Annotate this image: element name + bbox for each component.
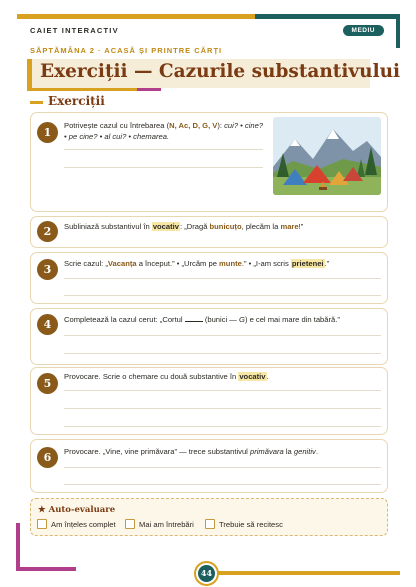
text-part: . [315,447,318,456]
text-part: : „Dragă [179,222,210,231]
exercise-number: 3 [37,259,58,280]
text-part: Completează la cazul cerut: „Cortul [64,315,185,324]
text-part: la [283,447,294,456]
title-underline-pink [137,88,161,91]
top-bar-teal [255,14,400,19]
case-list: N, Ac, D, G, V [169,121,218,130]
exercise-text [64,314,382,325]
keyword: munte [219,259,242,268]
title-underline-gold [27,88,137,91]
option-label: Mai am întrebări [139,519,194,529]
keyword: bunicuțo [209,222,242,231]
write-line[interactable] [64,467,381,468]
exercise-number: 6 [37,447,58,468]
checkbox[interactable] [205,519,215,529]
title-accent [27,59,32,88]
page-number: 44 [198,565,215,582]
self-assessment-box [30,498,388,536]
write-line[interactable] [64,426,381,427]
write-line[interactable] [64,484,381,485]
text-part: ) e cel mai mare din tabără.” [244,315,340,324]
exercise-card-1 [30,112,388,212]
exercise-number: 1 [37,122,58,143]
level-badge: MEDIU [343,25,384,36]
text-part: Provocare. „Vine, vine primăvara” — trece substantivul [64,447,250,456]
section-title: Exerciții [48,94,105,108]
self-assessment-option[interactable] [37,519,116,529]
exercise-number: 5 [37,373,58,394]
question-list: cui? • cine? • pe cine? • al cui? • chemarea. [64,121,264,141]
highlight-vocativ: vocativ [239,372,266,381]
write-line[interactable] [64,353,381,354]
write-line[interactable] [64,149,263,150]
text-part: Scrie cazul: „ [64,259,108,268]
write-line[interactable] [64,278,381,279]
option-label: Am înțeles complet [51,519,116,529]
exercise-card-3 [30,252,388,304]
write-line[interactable] [64,167,263,168]
checkbox[interactable] [37,519,47,529]
corner-accent-pink-bottom [16,567,76,571]
write-line[interactable] [64,390,381,391]
text-part: Potrivește cazul cu întrebarea ( [64,121,170,130]
text-part: , plecăm la [241,222,281,231]
keyword: Vacanța [107,259,137,268]
highlight-vocativ: vocativ [152,222,179,231]
fill-blank[interactable] [185,314,203,322]
exercise-text [64,221,382,232]
option-label: Trebuie să recitesc [219,519,283,529]
exercise-text [64,446,382,457]
page-header [30,26,400,40]
exercise-card-4 [30,308,388,365]
keyword: mare [280,222,299,231]
exercise-card-2 [30,216,388,248]
keyword-italic: primăvara [249,447,284,456]
week-subtitle: SĂPTĂMÂNA 2 · ACASĂ ȘI PRINTRE CĂRȚI [30,46,223,55]
camping-tents-mountains-illustration [273,117,381,195]
text-part: a început.” • „Urcăm pe [136,259,220,268]
exercise-text [64,120,264,142]
text-part: .” • „I-am scris [241,259,291,268]
text-part: .” [324,259,330,268]
highlight-keyword: prietenei [291,259,324,268]
text-part: Subliniază substantivul în [64,222,152,231]
text-part: (bunici — [202,315,240,324]
top-bar-gold [17,14,255,19]
star-icon: ★ [38,505,46,515]
write-line[interactable] [64,408,381,409]
corner-accent-pink [16,523,20,571]
exercise-text [64,371,382,382]
page-number-badge [194,561,219,586]
exercise-number: 2 [37,221,58,242]
exercise-text [64,258,382,269]
self-assessment-label: Auto-evaluare [48,505,116,515]
text-part: . [266,372,269,381]
exercise-card-5 [30,367,388,435]
self-assessment-option[interactable] [125,519,194,529]
page-title: Exerciții — Cazurile substantivului [40,61,401,82]
case-hint: G [239,315,245,324]
header-title: CAIET INTERACTIV [30,26,119,35]
text-part: ): [217,121,225,130]
write-line[interactable] [64,295,381,296]
keyword-italic: genitiv [293,447,316,456]
text-part: Provocare. Scrie o chemare cu două substantive în [64,372,239,381]
checkbox[interactable] [125,519,135,529]
footer-bar-gold [196,571,400,575]
text-part: !” [298,222,304,231]
section-dash [30,101,43,104]
exercise-number: 4 [37,314,58,335]
write-line[interactable] [64,335,381,336]
self-assessment-option[interactable] [205,519,283,529]
exercise-card-6 [30,439,388,493]
self-assessment-title [38,505,115,515]
